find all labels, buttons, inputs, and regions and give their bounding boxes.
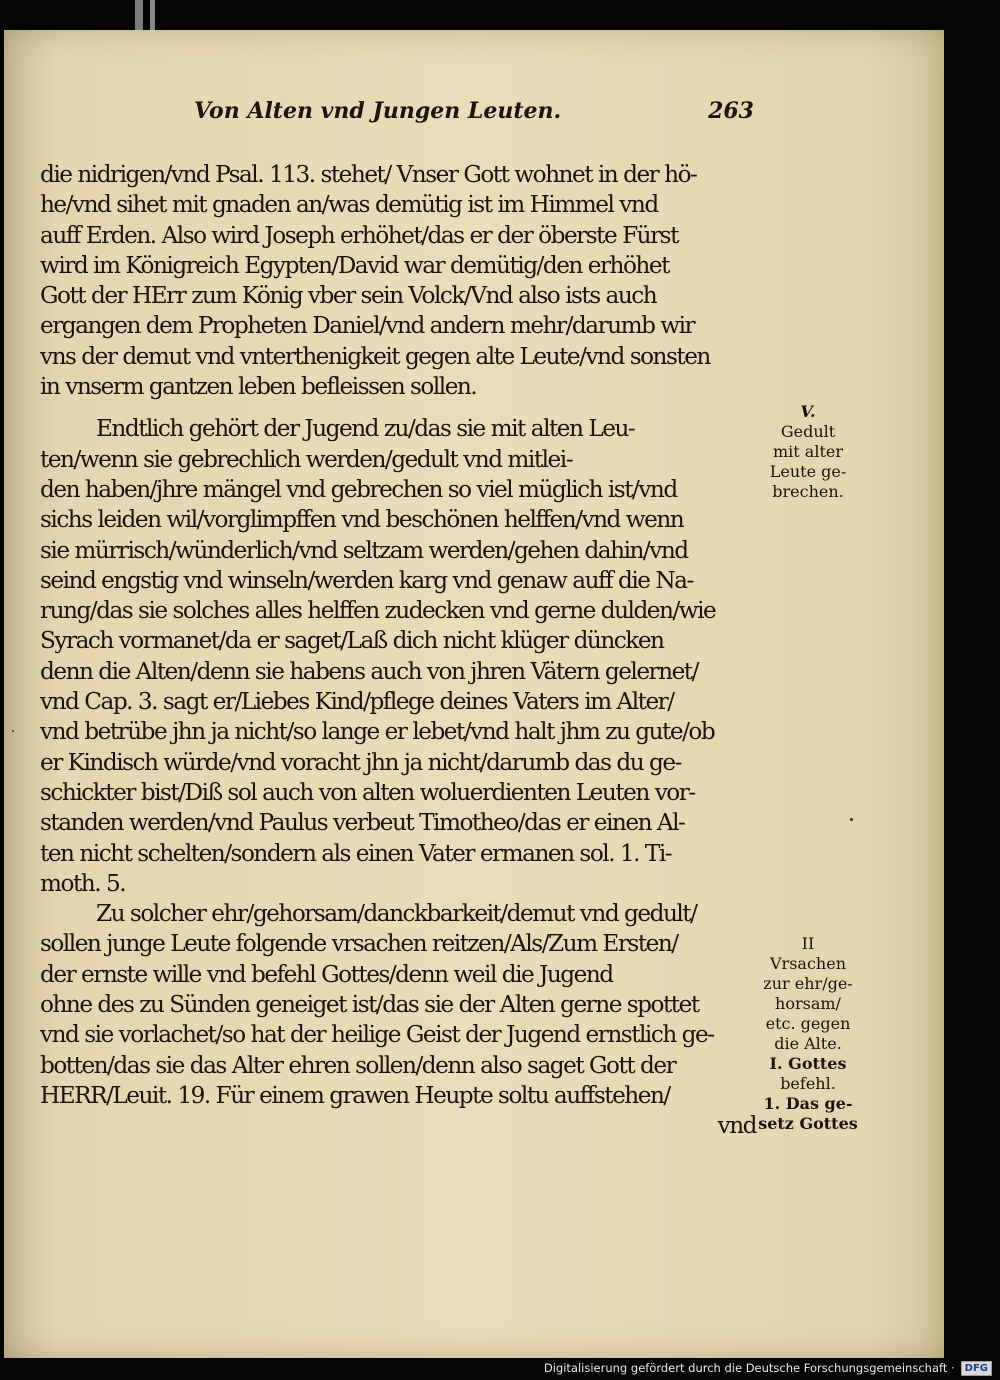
- paragraph-gap: [40, 402, 758, 414]
- text-line: vnd sie vorlachet/so hat der heilige Geist der Jugend ernstlich ge-: [40, 1021, 714, 1049]
- text-line: ergangen dem Propheten Daniel/vnd andern mehr/darumb wir: [40, 312, 695, 340]
- text-line: seind engstig vnd winseln/werden karg vnd genaw auff die Na-: [40, 566, 693, 594]
- text-line: sie mürrisch/wünderlich/vnd seltzam werden/gehen dahin/vnd: [40, 536, 688, 564]
- funding-credit: Digitalisierung gefördert durch die Deutsche Forschungsgemeinschaft ·: [543, 1361, 955, 1375]
- margin-note-line: brechen.: [772, 482, 844, 501]
- text-line: denn die Alten/denn sie habens auch von jhren Vätern gelernet/: [40, 657, 698, 685]
- text-line: sollen junge Leute folgende vrsachen reitzen/Als/Zum Ersten/: [40, 930, 678, 958]
- margin-note-line: 1. Das ge-: [763, 1094, 853, 1113]
- margin-note-line: mit alter: [772, 442, 843, 461]
- margin-note-line: befehl.: [780, 1074, 836, 1093]
- text-line: schickter bist/Diß sol auch von alten woluerdienten Leuten vor-: [40, 778, 695, 806]
- dfg-logo: DFG: [961, 1361, 992, 1376]
- page-header: [194, 92, 754, 126]
- margin-note-line: zur ehr/ge-: [763, 974, 853, 993]
- text-line: vnd betrübe jhn ja nicht/so lange er lebet/vnd halt jhm zu gute/ob: [40, 718, 715, 746]
- text-line: ohne des zu Sünden geneiget ist/das sie der Alten gerne spottet: [40, 991, 699, 1019]
- page-number: 263: [708, 98, 754, 124]
- text-line: he/vnd sihet mit gnaden an/was demütig ist im Himmel vnd: [40, 191, 658, 219]
- text-line: er Kindisch würde/vnd voracht jhn ja nicht/darumb das du ge-: [40, 748, 681, 776]
- text-line: moth. 5.: [40, 869, 126, 897]
- margin-note-line: Vrsachen: [770, 954, 846, 973]
- text-line: die nidrigen/vnd Psal. 113. stehet/ Vnser Gott wohnet in der hö-: [40, 161, 697, 188]
- text-line: ten nicht schelten/sondern als einen Vater ermanen sol. 1. Ti-: [40, 839, 672, 867]
- text-line: vnd Cap. 3. sagt er/Liebes Kind/pflege deines Vaters im Alter/: [40, 688, 674, 716]
- paper-speck: [850, 818, 853, 821]
- text-line: auff Erden. Also wird Joseph erhöhet/das er der öberste Fürst: [40, 221, 678, 249]
- text-line: standen werden/vnd Paulus verbeut Timotheo/das er einen Al-: [40, 809, 685, 837]
- margin-note-vrsachen: [748, 934, 868, 1134]
- text-line: botten/das sie das Alter ehren sollen/denn also saget Gott der: [40, 1051, 676, 1079]
- book-page: [4, 30, 944, 1358]
- margin-note-line: etc. gegen: [765, 1014, 851, 1033]
- margin-note-line: die Alte.: [774, 1034, 842, 1053]
- catchword: vnd: [717, 1112, 756, 1140]
- scan-edge-strip: [150, 0, 155, 30]
- margin-note-line: II: [801, 934, 815, 953]
- digitization-footer: [544, 1358, 992, 1378]
- text-line: rung/das sie solches alles helffen zudecken vnd gerne dulden/wie: [40, 597, 716, 625]
- text-line: vns der demut vnd vnterthenigkeit gegen alte Leute/vnd sonsten: [40, 342, 710, 370]
- margin-notes: [748, 402, 868, 1133]
- text-line: in vnserm gantzen leben befleissen sollen.: [40, 373, 477, 401]
- margin-note-line: Gedult: [780, 422, 836, 441]
- text-line: ten/wenn sie gebrechlich werden/gedult vnd mitlei-: [40, 445, 573, 473]
- margin-note-line: I. Gottes: [769, 1054, 847, 1073]
- text-line: Endtlich gehört der Jugend zu/das sie mit alten Leu-: [96, 415, 635, 443]
- text-line: den haben/jhre mängel vnd gebrechen so viel müglich ist/vnd: [40, 475, 677, 503]
- margin-note-line: Leute ge-: [769, 462, 847, 481]
- text-line: Gott der HErr zum König vber sein Volck/Vnd also ists auch: [40, 282, 657, 310]
- margin-note-line: setz Gottes: [758, 1114, 858, 1133]
- text-line: der ernste wille vnd befehl Gottes/denn weil die Jugend: [40, 960, 613, 988]
- text-line: HERR/Leuit. 19. Für einem grawen Heupte soltu auffstehen/: [40, 1081, 670, 1109]
- text-line: Syrach vormanet/da er saget/Laß dich nicht klüger düncken: [40, 627, 664, 655]
- main-text: [40, 160, 758, 1142]
- paper-speck: [12, 730, 14, 732]
- scan-edge-strip: [135, 0, 143, 32]
- text-line: wird im Königreich Egypten/David war demütig/den erhöhet: [40, 251, 669, 279]
- text-line: Zu solcher ehr/gehorsam/danckbarkeit/demut vnd gedult/: [96, 900, 697, 928]
- margin-note-gedult: [748, 402, 868, 502]
- margin-note-line: V.: [800, 402, 816, 421]
- running-title: Von Alten vnd Jungen Leuten.: [194, 98, 562, 124]
- text-line: sichs leiden wil/vorglimpffen vnd beschönen helffen/vnd wenn: [40, 506, 684, 534]
- margin-note-line: horsam/: [775, 994, 841, 1013]
